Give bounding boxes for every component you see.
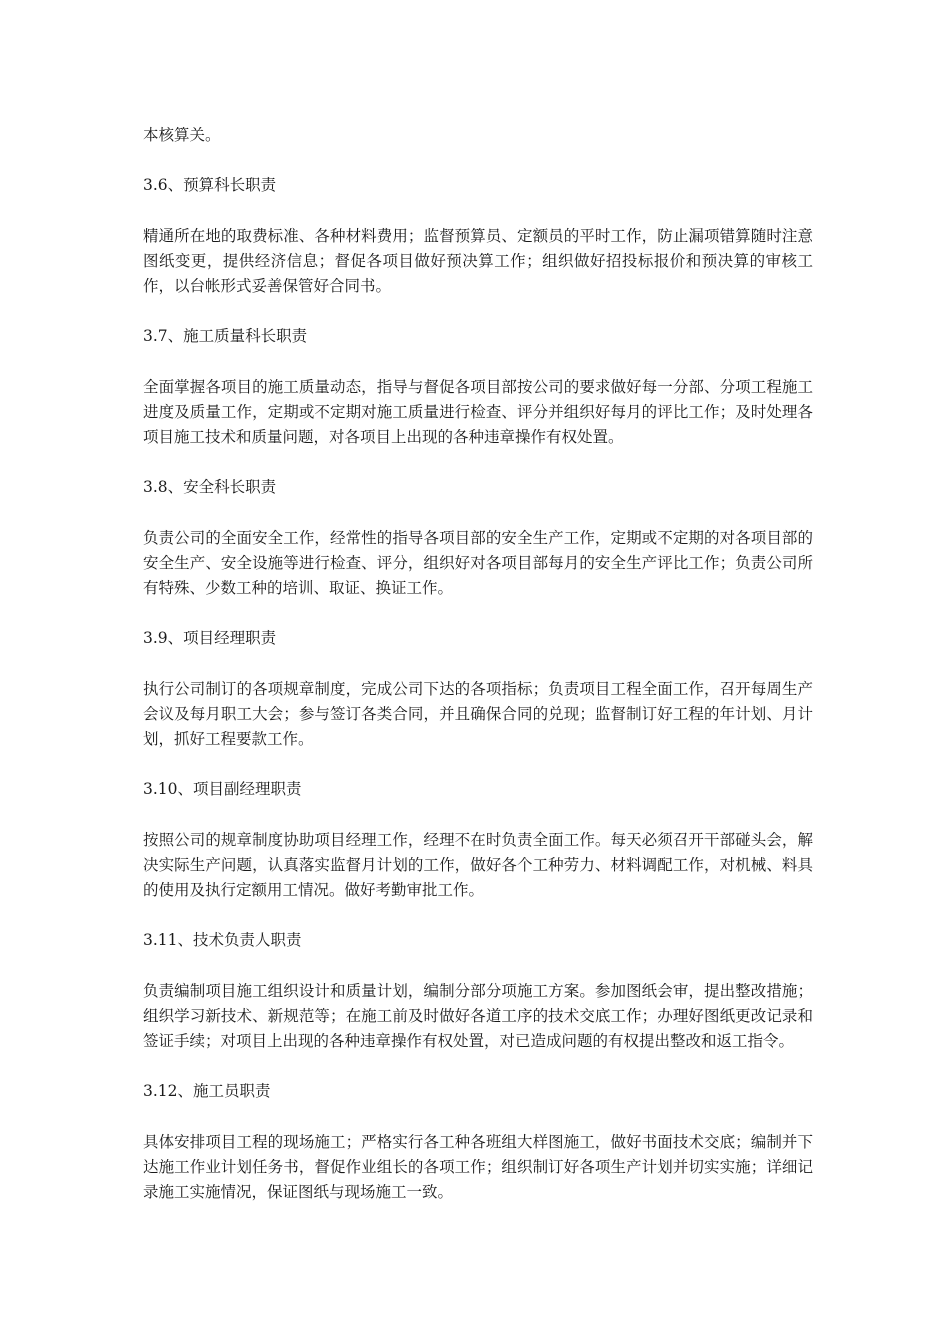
section-body-3-12: 具体安排项目工程的现场施工；严格实行各工种各班组大样图施工，做好书面技术交底；编制并下达施工作业计划任务书，督促作业组长的各项工作；组织制订好各项生产计划并切实实施；详细记录施工实施情况，保证图纸与现场施工一致。 — [143, 1133, 813, 1201]
section-body-3-9: 执行公司制订的各项规章制度，完成公司下达的各项指标；负责项目工程全面工作，召开每周生产会议及每月职工大会；参与签订各类合同，并且确保合同的兑现；监督制订好工程的年计划、月计划，抓好工程要款工作。 — [143, 680, 813, 748]
section-body-3-6: 精通所在地的取费标准、各种材料费用；监督预算员、定额员的平时工作，防止漏项错算随时注意图纸变更，提供经济信息；督促各项目做好预决算工作；组织做好招投标报价和预决算的审核工作，以台帐形式妥善保管好合同书。 — [143, 227, 813, 295]
section-heading-3-6: 3.6、预算科长职责 — [143, 176, 277, 194]
section-body-3-11: 负责编制项目施工组织设计和质量计划，编制分部分项施工方案。参加图纸会审，提出整改措施；组织学习新技术、新规范等；在施工前及时做好各道工序的技术交底工作；办理好图纸更改记录和签证手续；对项目上出现的各种违章操作有权处置，对已造成问题的有权提出整改和返工指令。 — [143, 982, 813, 1050]
section-body-3-10: 按照公司的规章制度协助项目经理工作，经理不在时负责全面工作。每天必须召开干部碰头会，解决实际生产问题，认真落实监督月计划的工作，做好各个工种劳力、材料调配工作，对机械、料具的使用及执行定额用工情况。做好考勤审批工作。 — [143, 831, 813, 899]
section-heading-3-8: 3.8、安全科长职责 — [143, 478, 277, 496]
document-page — [143, 123, 813, 1205]
section-heading-3-7: 3.7、施工质量科长职责 — [143, 327, 308, 345]
section-heading-3-10: 3.10、项目副经理职责 — [143, 780, 302, 798]
section-heading-3-9: 3.9、项目经理职责 — [143, 629, 277, 647]
section-heading-3-12: 3.12、施工员职责 — [143, 1082, 271, 1100]
intro-paragraph: 本核算关。 — [143, 126, 221, 144]
section-body-3-7: 全面掌握各项目的施工质量动态，指导与督促各项目部按公司的要求做好每一分部、分项工程施工进度及质量工作，定期或不定期对施工质量进行检查、评分并组织好每月的评比工作；及时处理各项目施工技术和质量问题，对各项目上出现的各种违章操作有权处置。 — [143, 378, 813, 446]
section-heading-3-11: 3.11、技术负责人职责 — [143, 931, 302, 949]
section-body-3-8: 负责公司的全面安全工作，经常性的指导各项目部的安全生产工作，定期或不定期的对各项目部的安全生产、安全设施等进行检查、评分，组织好对各项目部每月的安全生产评比工作；负责公司所有特殊、少数工种的培训、取证、换证工作。 — [143, 529, 813, 597]
